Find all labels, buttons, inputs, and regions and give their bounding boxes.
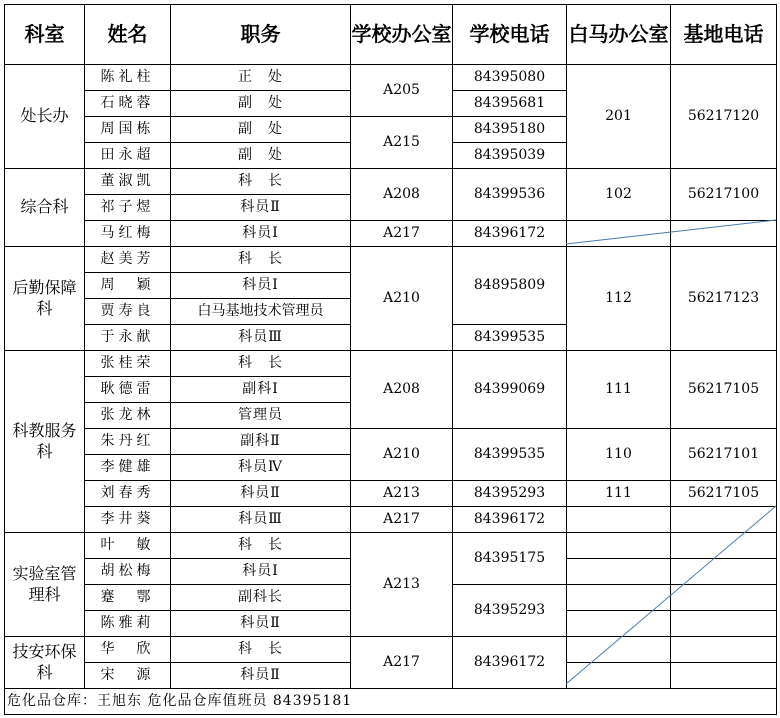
table-row: [5, 429, 777, 455]
name-cell: 刘春秀: [85, 481, 171, 507]
name-cell: 张龙林: [85, 403, 171, 429]
role-cell: 科员Ⅰ: [171, 221, 351, 247]
name-cell: 陈礼柱: [85, 65, 171, 91]
baima-office-cell: 102: [567, 169, 671, 221]
name-cell: 周国栋: [85, 117, 171, 143]
school-phone-cell: 84396172: [453, 637, 567, 689]
baima-office-cell: 111: [567, 481, 671, 507]
empty-cell: [671, 637, 777, 663]
school-office-cell: A210: [351, 429, 453, 481]
dept-cell: 后勤保障科: [5, 247, 85, 351]
school-phone-cell: 84395175: [453, 533, 567, 585]
school-office-cell: A208: [351, 169, 453, 221]
role-cell: 白马基地技术管理员: [171, 299, 351, 325]
header-base-phone: 基地电话: [671, 5, 777, 65]
role-cell: 科 长: [171, 637, 351, 663]
empty-cell: [567, 637, 671, 663]
name-cell: 贾寿良: [85, 299, 171, 325]
empty-cell: [671, 533, 777, 559]
role-cell: 科员Ⅳ: [171, 455, 351, 481]
school-phone-cell: 84396172: [453, 507, 567, 533]
empty-cell: [567, 663, 671, 689]
name-cell: 李健雄: [85, 455, 171, 481]
school-office-cell: A215: [351, 117, 453, 169]
table-row: [5, 247, 777, 273]
footer-note: 危化品仓库：王旭东 危化品仓库值班员 84395181: [5, 689, 777, 715]
name-cell: 祁子煜: [85, 195, 171, 221]
role-cell: 副科长: [171, 585, 351, 611]
school-office-cell: A205: [351, 65, 453, 117]
name-cell: 华 欣: [85, 637, 171, 663]
name-cell: 周 颖: [85, 273, 171, 299]
header-row: [5, 5, 777, 65]
empty-cell: [671, 507, 777, 533]
school-phone-cell: 84399535: [453, 325, 567, 351]
school-office-cell: A217: [351, 221, 453, 247]
empty-cell: [567, 611, 671, 637]
role-cell: 副科Ⅰ: [171, 377, 351, 403]
school-office-cell: A217: [351, 637, 453, 689]
header-dept: 科室: [5, 5, 85, 65]
contact-table: [4, 4, 777, 715]
school-phone-cell: 84399069: [453, 351, 567, 429]
role-cell: 科员Ⅱ: [171, 611, 351, 637]
school-office-cell: A213: [351, 481, 453, 507]
role-cell: 正 处: [171, 65, 351, 91]
name-cell: 董淑凯: [85, 169, 171, 195]
role-cell: 科员Ⅱ: [171, 481, 351, 507]
name-cell: 陈雅莉: [85, 611, 171, 637]
school-phone-cell: 84399535: [453, 429, 567, 481]
name-cell: 马红梅: [85, 221, 171, 247]
role-cell: 副 处: [171, 117, 351, 143]
role-cell: 管理员: [171, 403, 351, 429]
base-phone-cell: 56217120: [671, 65, 777, 169]
empty-cell: [567, 221, 671, 247]
role-cell: 副科Ⅱ: [171, 429, 351, 455]
header-school-office: 学校办公室: [351, 5, 453, 65]
name-cell: 李井葵: [85, 507, 171, 533]
role-cell: 副 处: [171, 91, 351, 117]
name-cell: 于永献: [85, 325, 171, 351]
name-cell: 张桂荣: [85, 351, 171, 377]
role-cell: 科员Ⅰ: [171, 559, 351, 585]
table-row: [5, 351, 777, 377]
empty-cell: [671, 559, 777, 585]
name-cell: 田永超: [85, 143, 171, 169]
table-row: [5, 169, 777, 195]
school-office-cell: A208: [351, 351, 453, 429]
base-phone-cell: 56217100: [671, 169, 777, 221]
role-cell: 科员Ⅰ: [171, 273, 351, 299]
dept-cell: 综合科: [5, 169, 85, 247]
dept-cell: 实验室管理科: [5, 533, 85, 637]
name-cell: 叶 敏: [85, 533, 171, 559]
school-phone-cell: 84395180: [453, 117, 567, 143]
dept-cell: 处长办: [5, 65, 85, 169]
empty-cell: [567, 585, 671, 611]
dept-cell: 科教服务科: [5, 351, 85, 533]
empty-cell: [671, 221, 777, 247]
base-phone-cell: 56217105: [671, 351, 777, 429]
role-cell: 科 长: [171, 351, 351, 377]
empty-cell: [671, 663, 777, 689]
header-baima-office: 白马办公室: [567, 5, 671, 65]
base-phone-cell: 56217123: [671, 247, 777, 351]
name-cell: 耿德雷: [85, 377, 171, 403]
role-cell: 科 长: [171, 533, 351, 559]
table-row: [5, 221, 777, 247]
name-cell: 赵美芳: [85, 247, 171, 273]
header-name: 姓名: [85, 5, 171, 65]
school-office-cell: A210: [351, 247, 453, 351]
base-phone-cell: 56217101: [671, 429, 777, 481]
school-phone-cell: 84395293: [453, 481, 567, 507]
baima-office-cell: 110: [567, 429, 671, 481]
role-cell: 科 长: [171, 247, 351, 273]
empty-cell: [567, 559, 671, 585]
table-row: [5, 637, 777, 663]
school-phone-cell: 84395039: [453, 143, 567, 169]
school-office-cell: A217: [351, 507, 453, 533]
role-cell: 副 处: [171, 143, 351, 169]
empty-cell: [671, 585, 777, 611]
empty-cell: [671, 611, 777, 637]
role-cell: 科员Ⅲ: [171, 507, 351, 533]
role-cell: 科员Ⅲ: [171, 325, 351, 351]
name-cell: 蹇 鄂: [85, 585, 171, 611]
empty-cell: [567, 507, 671, 533]
empty-cell: [567, 533, 671, 559]
table-row: [5, 65, 777, 91]
baima-office-cell: 201: [567, 65, 671, 169]
header-role: 职务: [171, 5, 351, 65]
school-phone-cell: 84395080: [453, 65, 567, 91]
role-cell: 科员Ⅱ: [171, 663, 351, 689]
school-phone-cell: 84895809: [453, 247, 567, 325]
baima-office-cell: 111: [567, 351, 671, 429]
dept-cell: 技安环保科: [5, 637, 85, 689]
table-row: [5, 507, 777, 533]
name-cell: 胡松梅: [85, 559, 171, 585]
school-phone-cell: 84399536: [453, 169, 567, 221]
role-cell: 科 长: [171, 169, 351, 195]
name-cell: 石晓蓉: [85, 91, 171, 117]
name-cell: 宋 源: [85, 663, 171, 689]
baima-office-cell: 112: [567, 247, 671, 351]
school-phone-cell: 84395293: [453, 585, 567, 637]
role-cell: 科员Ⅱ: [171, 195, 351, 221]
header-school-phone: 学校电话: [453, 5, 567, 65]
table-row: [5, 481, 777, 507]
school-phone-cell: 84395681: [453, 91, 567, 117]
table-row: [5, 533, 777, 559]
school-phone-cell: 84396172: [453, 221, 567, 247]
name-cell: 朱丹红: [85, 429, 171, 455]
base-phone-cell: 56217105: [671, 481, 777, 507]
footer-row: [5, 689, 777, 715]
school-office-cell: A213: [351, 533, 453, 637]
